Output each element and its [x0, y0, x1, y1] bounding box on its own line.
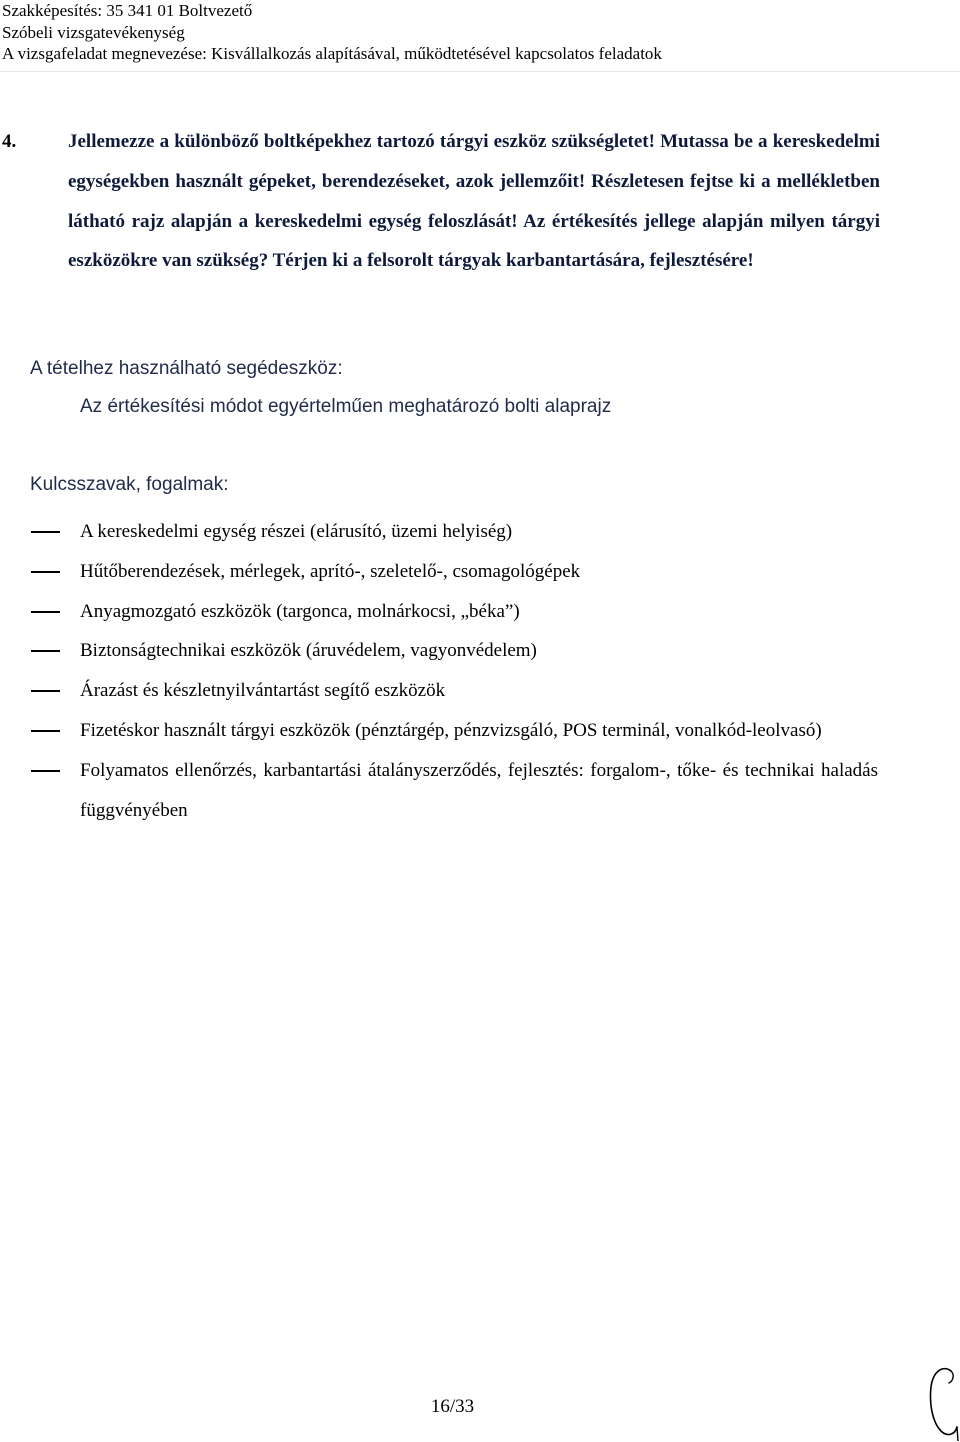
- keywords-list: [30, 512, 878, 830]
- keyword-item: [30, 512, 878, 552]
- keyword-item: [30, 592, 878, 632]
- tool-value: Az értékesítési módot egyértelműen meghatározó bolti alaprajz: [80, 396, 612, 417]
- keyword-text: Folyamatos ellenőrzés, karbantartási átalányszerződés, fejlesztés: forgalom-, tőke- és technikai haladás függvényében: [80, 759, 878, 821]
- signature-mark: [925, 1365, 960, 1441]
- task-text: Jellemezze a különböző boltképekhez tartozó tárgyi eszköz szükségletet! Mutassa be a kereskedelmi egységekben használt gépeket, berendezéseket, azok jellemzőit! Részletesen fejtse ki a mellékletben látható rajz alapján a kereskedelmi egység feloszlását! Az értékesítés jellege alapján milyen tárgyi eszközökre van szükség? Térjen ki a felsorolt tárgyak karbantartására, fejlesztésére!: [68, 131, 880, 272]
- task-block: [2, 122, 880, 281]
- keyword-item: [30, 711, 878, 751]
- keyword-item: [30, 631, 878, 671]
- keyword-text: Biztonságtechnikai eszközök (áruvédelem, vagyonvédelem): [80, 640, 537, 662]
- keyword-text: Hűtőberendezések, mérlegek, aprító-, szeletelő-, csomagológépek: [80, 560, 581, 582]
- keyword-text: Árazást és készletnyilvántartást segítő eszközök: [80, 680, 446, 702]
- keyword-text: Fizetéskor használt tárgyi eszközök (pénztárgép, pénzvizsgáló, POS terminál, vonalkód-leolvasó): [80, 719, 822, 741]
- keyword-item: [30, 552, 878, 592]
- keywords-heading: Kulcsszavak, fogalmak:: [30, 474, 229, 495]
- keyword-text: Anyagmozgató eszközök (targonca, molnárkocsi, „béka”): [80, 600, 520, 622]
- keyword-item: [30, 751, 878, 831]
- header-qualification: Szakképesítés: 35 341 01 Boltvezető: [2, 1, 253, 20]
- keyword-text: A kereskedelmi egység részei (elárusító, üzemi helyiség): [80, 521, 513, 542]
- page-number: 16/33: [430, 1396, 475, 1417]
- header-task-title: A vizsgafeladat megnevezése: Kisvállalkozás alapításával, működtetésével kapcsolatos feladatok: [2, 44, 662, 63]
- document-header: [2, 0, 952, 65]
- tool-label: A tételhez használható segédeszköz:: [30, 358, 343, 379]
- task-number: 4.: [2, 131, 17, 152]
- header-divider: [0, 71, 960, 72]
- keyword-item: [30, 671, 878, 711]
- header-exam-activity: Szóbeli vizsgatevékenység: [2, 22, 185, 42]
